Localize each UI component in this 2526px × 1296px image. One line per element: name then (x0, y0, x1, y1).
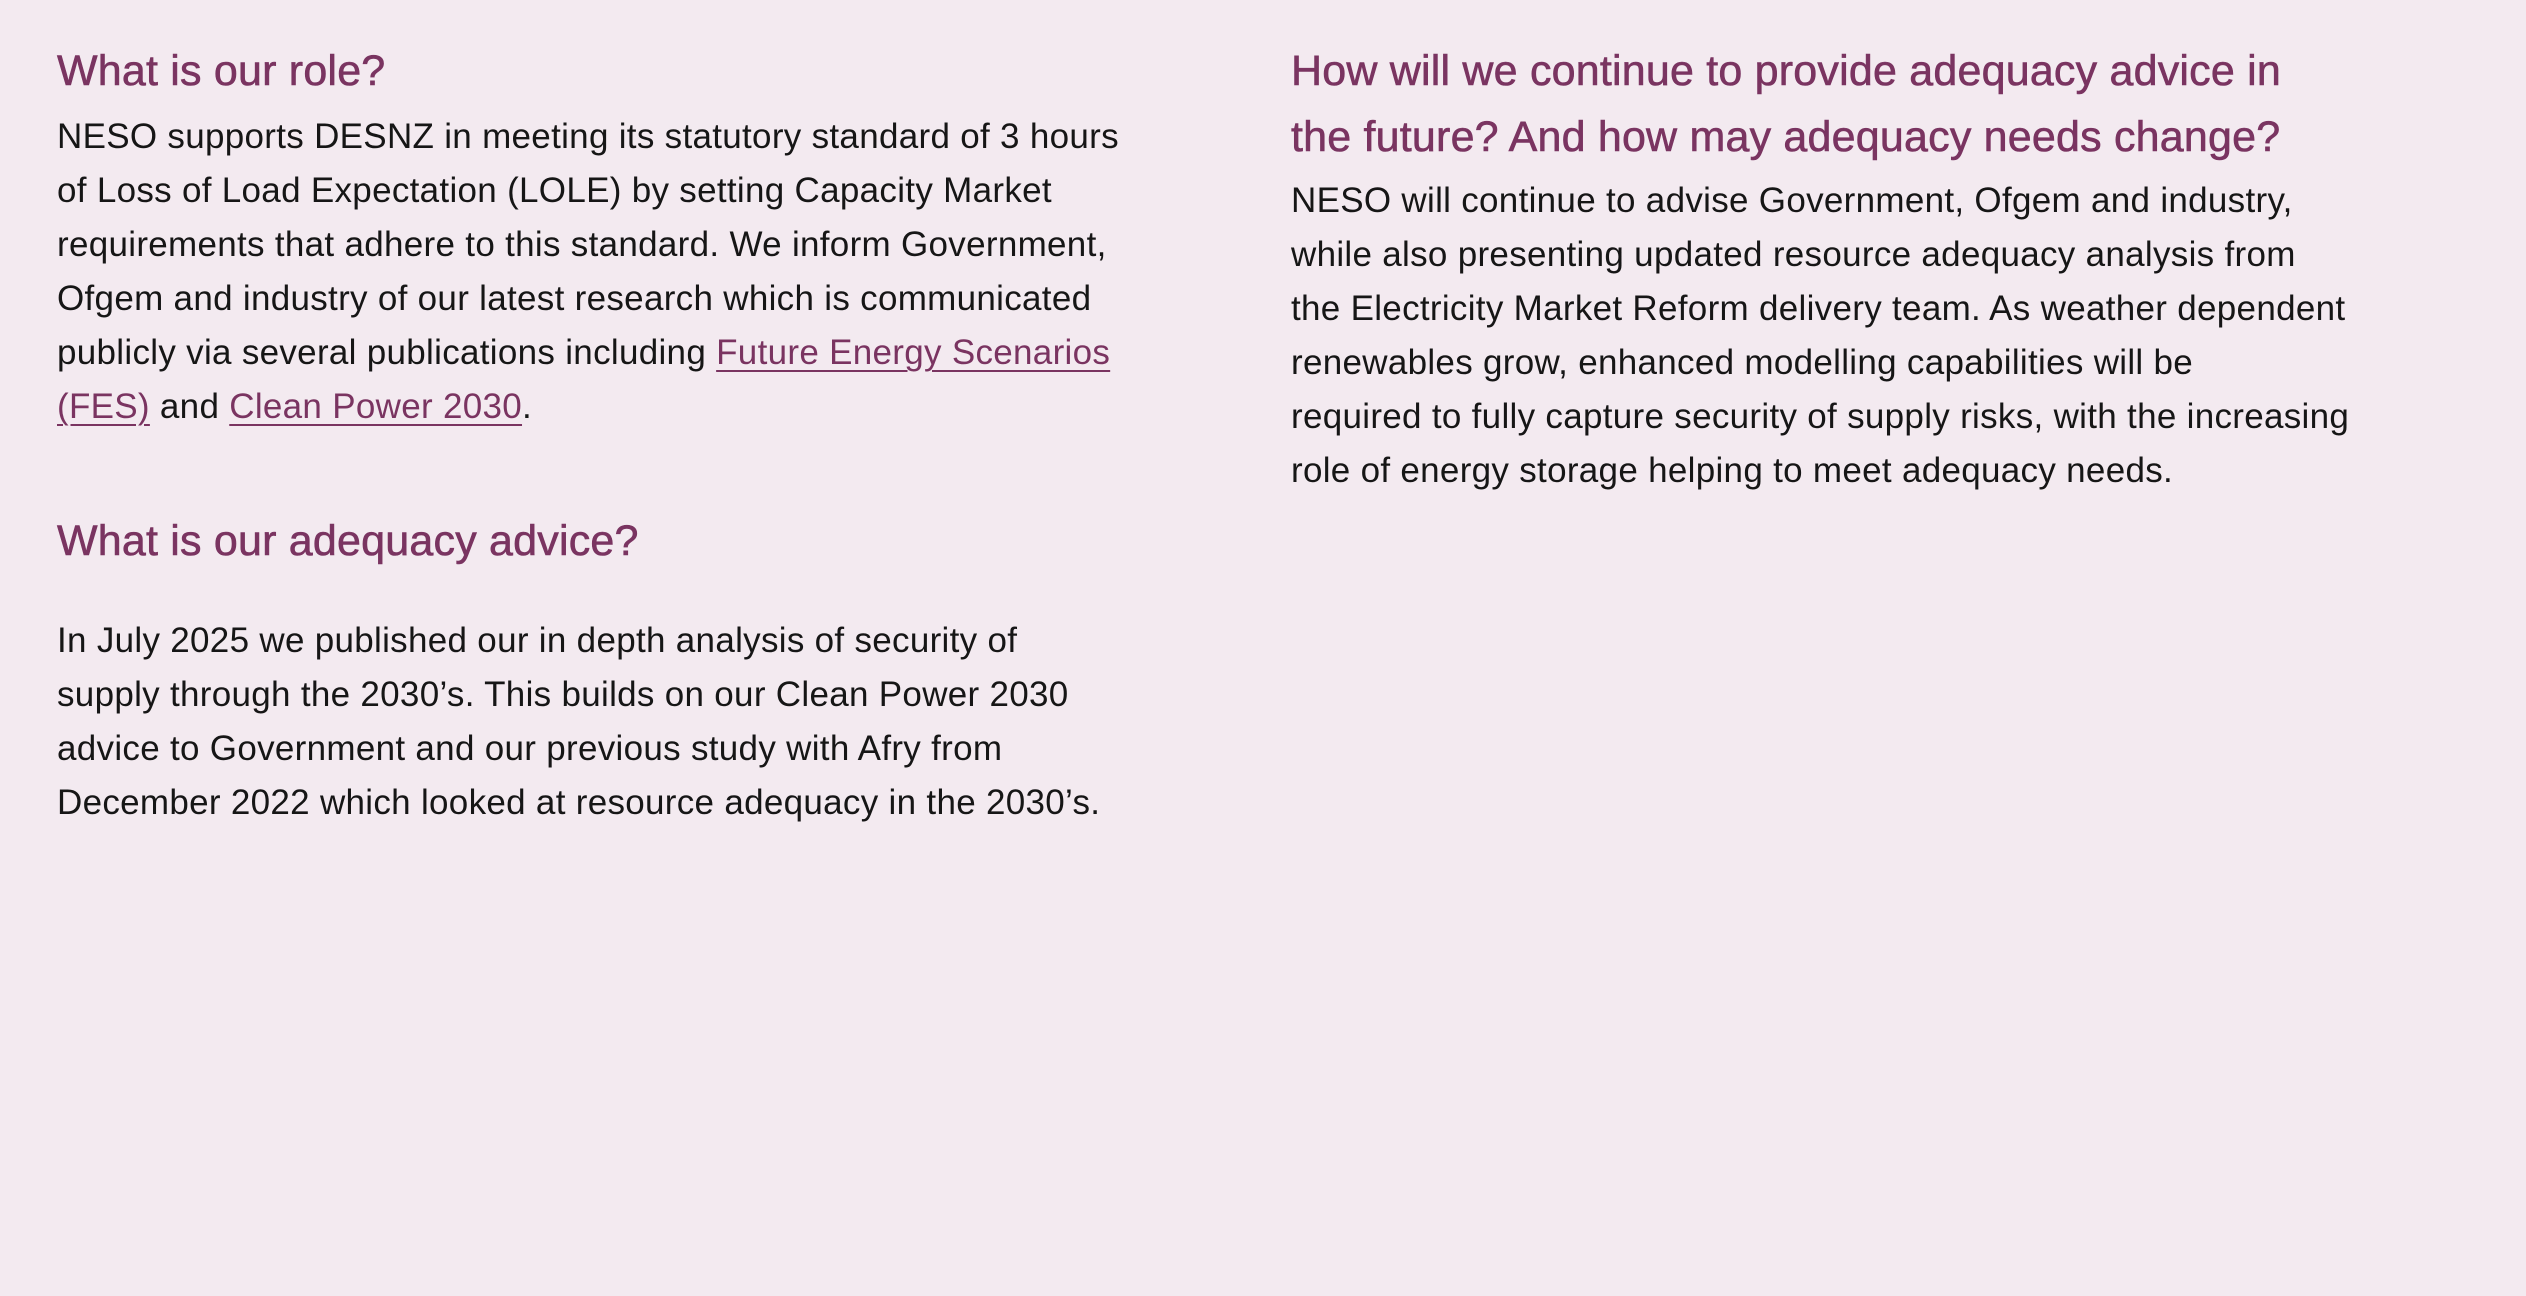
link-future-energy-scenarios-fes[interactable]: (FES) (57, 387, 150, 426)
heading-line: How will we continue to provide adequacy advice in (1291, 47, 2281, 95)
text-fragment: publicly via several publications including (57, 333, 717, 372)
text-line: In July 2025 we published our in depth analysis of security of (57, 621, 1018, 660)
text-line: required to fully capture security of supply risks, with the increasing (1291, 397, 2350, 436)
text-line: supply through the 2030’s. This builds on our Clean Power 2030 (57, 675, 1069, 714)
text-line: advice to Government and our previous study with Afry from (57, 729, 1003, 768)
text-line: renewables grow, enhanced modelling capabilities will be (1291, 343, 2194, 382)
text-fragment: and (149, 387, 230, 426)
text-line (57, 326, 1119, 380)
paragraph-our-role (57, 110, 1119, 434)
link-clean-power-2030[interactable]: Clean Power 2030 (229, 387, 523, 426)
heading-line: the future? And how may adequacy needs change? (1291, 113, 2281, 161)
heading-adequacy-advice: What is our adequacy advice? (57, 517, 639, 565)
text-line: NESO supports DESNZ in meeting its statutory standard of 3 hours (57, 117, 1119, 156)
text-line: requirements that adhere to this standard. We inform Government, (57, 225, 1107, 264)
text-line: Ofgem and industry of our latest research which is communicated (57, 279, 1092, 318)
text-fragment: . (522, 387, 533, 426)
heading-our-role: What is our role? (57, 47, 386, 95)
text-line: NESO will continue to advise Government, Ofgem and industry, (1291, 181, 2293, 220)
heading-future-adequacy (1291, 38, 2281, 170)
paragraph-adequacy-advice (57, 614, 1100, 830)
text-line: role of energy storage helping to meet adequacy needs. (1291, 451, 2174, 490)
text-line: the Electricity Market Reform delivery team. As weather dependent (1291, 289, 2346, 328)
text-line: December 2022 which looked at resource adequacy in the 2030’s. (57, 783, 1101, 822)
text-line: of Loss of Load Expectation (LOLE) by setting Capacity Market (57, 171, 1052, 210)
paragraph-future-adequacy (1291, 174, 2349, 498)
text-line (57, 380, 1119, 434)
text-line: while also presenting updated resource adequacy analysis from (1291, 235, 2296, 274)
link-future-energy-scenarios[interactable]: Future Energy Scenarios (716, 333, 1111, 372)
